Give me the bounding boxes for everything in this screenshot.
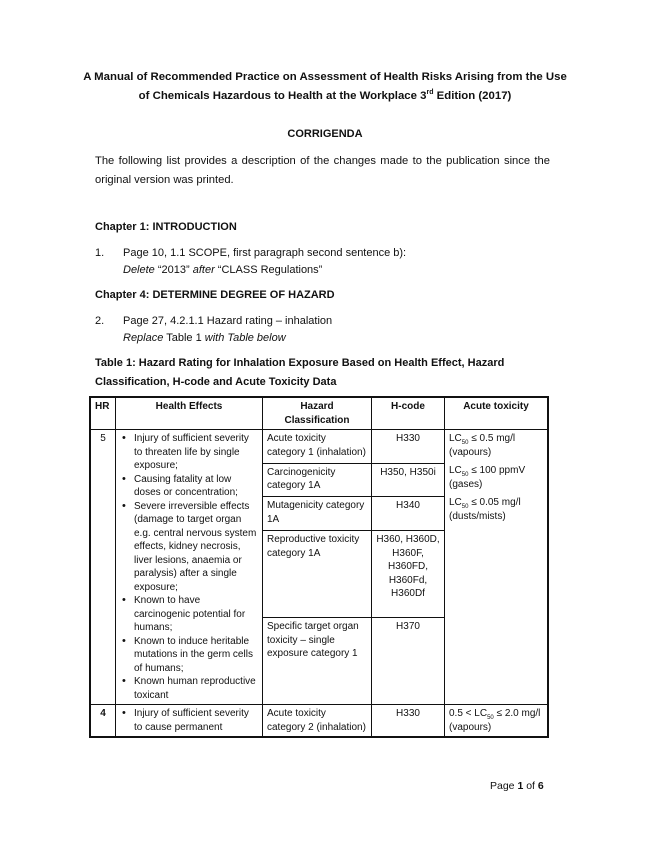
hazard-classification-cell: Mutagenicity category 1A [263,497,372,531]
page-of-label: of [523,780,538,792]
page-current: 1 [517,780,524,792]
acute-toxicity-value [449,707,543,734]
h-code-cell: H370 [372,618,445,705]
health-effects-cell [116,430,263,705]
health-effects-cell [116,705,263,738]
hazard-rating-table [89,396,549,738]
column-header-h-code: H-code [372,397,445,430]
item-location: Page 27, 4.2.1.1 Hazard rating – inhalation [123,315,333,327]
health-effect-item: • Causing fatality at low doses or concentration; [134,473,258,500]
instruction-connector: after [192,264,215,276]
section-title: CORRIGENDA [287,128,363,140]
instruction-text: “2013” [154,264,193,276]
column-header-health-effects: Health Effects [116,397,263,430]
table-row [90,430,548,464]
lc-label: 0.5 < LC [449,708,488,719]
item-location: Page 10, 1.1 SCOPE, first paragraph second sentence b): [123,247,407,259]
health-effect-item: • Known to induce heritable mutations in the germ cells of humans; [134,635,258,676]
lc-subscript: 50 [461,440,469,446]
acute-toxicity-value [449,432,543,459]
table-row [90,705,548,738]
column-header-hr: HR [90,397,116,430]
hazard-classification-cell: Specific target organ toxicity – single exposure category 1 [263,618,372,705]
h-code-cell: H350, H350i [372,463,445,497]
instruction-verb: Delete [123,264,155,276]
h-code-cell: H330 [372,705,445,738]
instruction-text: Table 1 [163,332,205,344]
lc-value: ≤ 2.0 mg/l (vapours) [449,708,541,733]
lc-subscript: 50 [461,472,469,478]
chapter-heading-1: Chapter 1: INTRODUCTION [95,221,237,233]
chapter-heading-4: Chapter 4: DETERMINE DEGREE OF HAZARD [95,289,335,301]
h-code-cell: H360, H360D, H360F, H360FD, H360Fd, H360Df [372,531,445,618]
table-header-row [90,397,548,430]
health-effect-item: • Injury of sufficient severity to threaten life by single exposure; [134,432,258,473]
instruction-verb: Replace [123,332,164,344]
lc-value: ≤ 100 ppmV (gases) [449,465,526,490]
title-line-2 [80,87,570,106]
lc-subscript: 50 [487,715,494,721]
title-line-1: A Manual of Recommended Practice on Assessment of Health Risks Arising from the Use [83,71,567,83]
hazard-classification-cell: Acute toxicity category 1 (inhalation) [263,430,372,464]
acute-toxicity-value [449,464,543,491]
instruction-target: “CLASS Regulations” [214,264,323,276]
h-code-cell: H330 [372,430,445,464]
intro-paragraph: The following list provides a description of the changes made to the publication since the original version was printed. [95,155,550,186]
item-number: 2. [95,315,105,327]
health-effect-item: • Known human reproductive toxicant [134,675,258,702]
lc-value: ≤ 0.5 mg/l (vapours) [449,433,516,458]
health-effect-item: • Known to have carcinogenic potential for humans; [134,594,258,635]
item-number: 1. [95,247,105,259]
page-label: Page [490,780,518,792]
lc-label: LC [449,433,462,444]
title-line-2-text: of Chemicals Hazardous to Health at the Workplace 3 [138,90,427,102]
lc-subscript: 50 [461,504,469,510]
page-footer [490,780,544,792]
acute-toxicity-cell [445,430,549,705]
h-code-cell: H340 [372,497,445,531]
instruction-connector: with Table below [204,332,286,344]
hazard-rating-cell: 4 [90,705,116,738]
column-header-hazard-classification: Hazard Classification [263,397,372,430]
health-effect-item: • Severe irreversible effects (damage to target organ e.g. central nervous system effects, kidney necrosis, liver lesions, anaemia or paralysis) after a single exposure; [134,500,258,595]
hazard-classification-cell: Reproductive toxicity category 1A [263,531,372,618]
hazard-classification-cell: Acute toxicity category 2 (inhalation) [263,705,372,738]
document-title [80,68,570,106]
item-instruction [123,330,543,347]
table-caption: Table 1: Hazard Rating for Inhalation Exposure Based on Health Effect, Hazard Classification, H-code and Acute Toxicity Data [95,357,505,388]
hazard-rating-cell: 5 [90,430,116,705]
item-instruction [123,262,543,279]
health-effect-item: • Injury of sufficient severity to cause permanent [134,707,258,734]
page-total: 6 [537,780,544,792]
title-line-2-suffix: Edition (2017) [433,90,512,102]
column-header-acute-toxicity: Acute toxicity [445,397,549,430]
hazard-classification-cell: Carcinogenicity category 1A [263,463,372,497]
lc-label: LC [449,465,462,476]
title-superscript: rd [426,89,434,97]
lc-value: ≤ 0.05 mg/l (dusts/mists) [449,497,521,522]
lc-label: LC [449,497,462,508]
acute-toxicity-cell [445,705,549,738]
acute-toxicity-value [449,496,543,523]
